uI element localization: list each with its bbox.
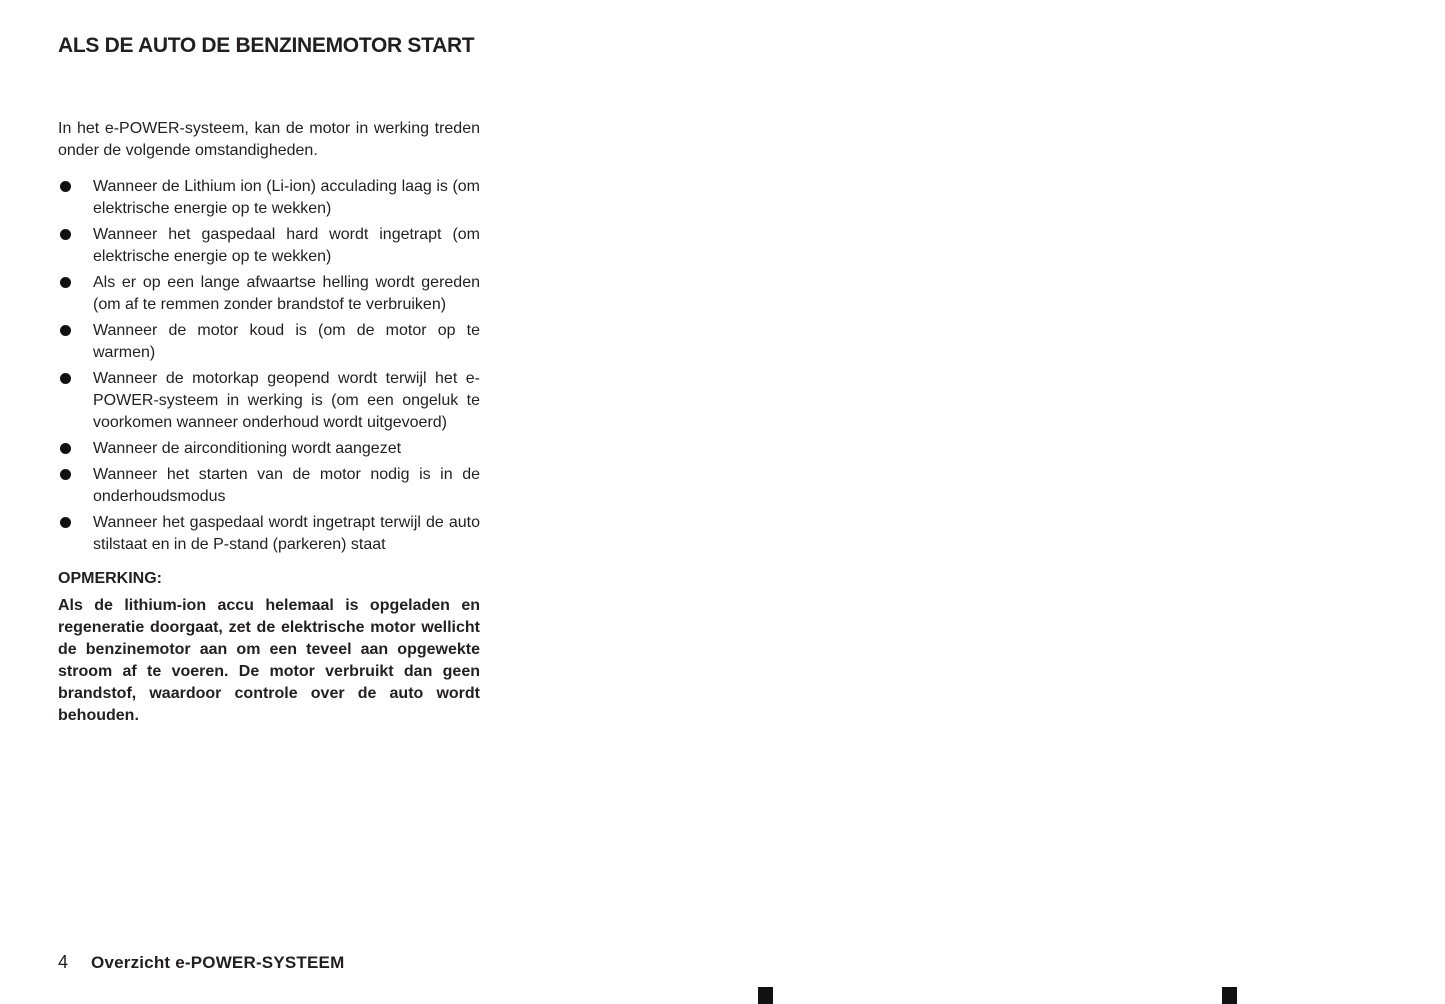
bullet-item — [58, 320, 480, 364]
note-paragraph: Als de lithium-ion accu helemaal is opgeladen en regeneratie doorgaat, zet de elektrische motor wellicht de benzinemotor aan om een teveel aan opgewekte stroom af te voeren. De motor verbruikt dan geen brandstof, waardoor controle over de auto wordt behouden. — [58, 597, 480, 724]
bullet-item — [58, 464, 480, 508]
bullet-text: Wanneer de motor koud is (om de motor op te warmen) — [93, 322, 480, 361]
intro-paragraph: In het e-POWER-systeem, kan de motor in werking treden onder de volgende omstandigheden. — [58, 120, 480, 159]
bullet-text: Wanneer het gaspedaal wordt ingetrapt terwijl de auto stilstaat en in de P-stand (parkeren) staat — [93, 514, 480, 553]
bullet-text: Wanneer de airconditioning wordt aangezet — [93, 440, 402, 457]
note-label: OPMERKING: — [58, 570, 162, 587]
bullet-icon — [60, 469, 71, 480]
bullet-item — [58, 176, 480, 220]
bullet-text: Als er op een lange afwaartse helling wordt gereden (om af te remmen zonder brandstof te verbruiken) — [93, 274, 480, 313]
bullet-item — [58, 368, 480, 434]
page-number: 4 — [58, 952, 69, 972]
bullet-item — [58, 224, 480, 268]
bullet-item — [58, 272, 480, 316]
footer-section-title: Overzicht e-POWER-SYSTEEM — [91, 953, 345, 972]
bullet-icon — [60, 277, 71, 288]
bullet-item — [58, 512, 480, 556]
bullet-icon — [60, 181, 71, 192]
bullet-text: Wanneer de motorkap geopend wordt terwijl het e-POWER-systeem in werking is (om een ongeluk te voorkomen wanneer onderhoud wordt uitgevoerd) — [93, 370, 480, 431]
bullet-icon — [60, 517, 71, 528]
bullet-text: Wanneer de Lithium ion (Li-ion) acculading laag is (om elektrische energie op te wekken) — [93, 178, 480, 217]
bullet-text: Wanneer het starten van de motor nodig is in de onderhoudsmodus — [93, 466, 480, 505]
bullet-icon — [60, 373, 71, 384]
bullet-item — [58, 438, 480, 460]
bullet-icon — [60, 443, 71, 454]
bullet-list — [58, 176, 480, 556]
page-footer — [58, 952, 344, 973]
bullet-icon — [60, 229, 71, 240]
registration-mark-right — [1222, 987, 1237, 1004]
text-column — [58, 34, 480, 727]
registration-mark-left — [758, 987, 773, 1004]
bullet-text: Wanneer het gaspedaal hard wordt ingetrapt (om elektrische energie op te wekken) — [93, 226, 480, 265]
page-title: ALS DE AUTO DE BENZINEMOTOR START — [58, 34, 475, 57]
bullet-icon — [60, 325, 71, 336]
